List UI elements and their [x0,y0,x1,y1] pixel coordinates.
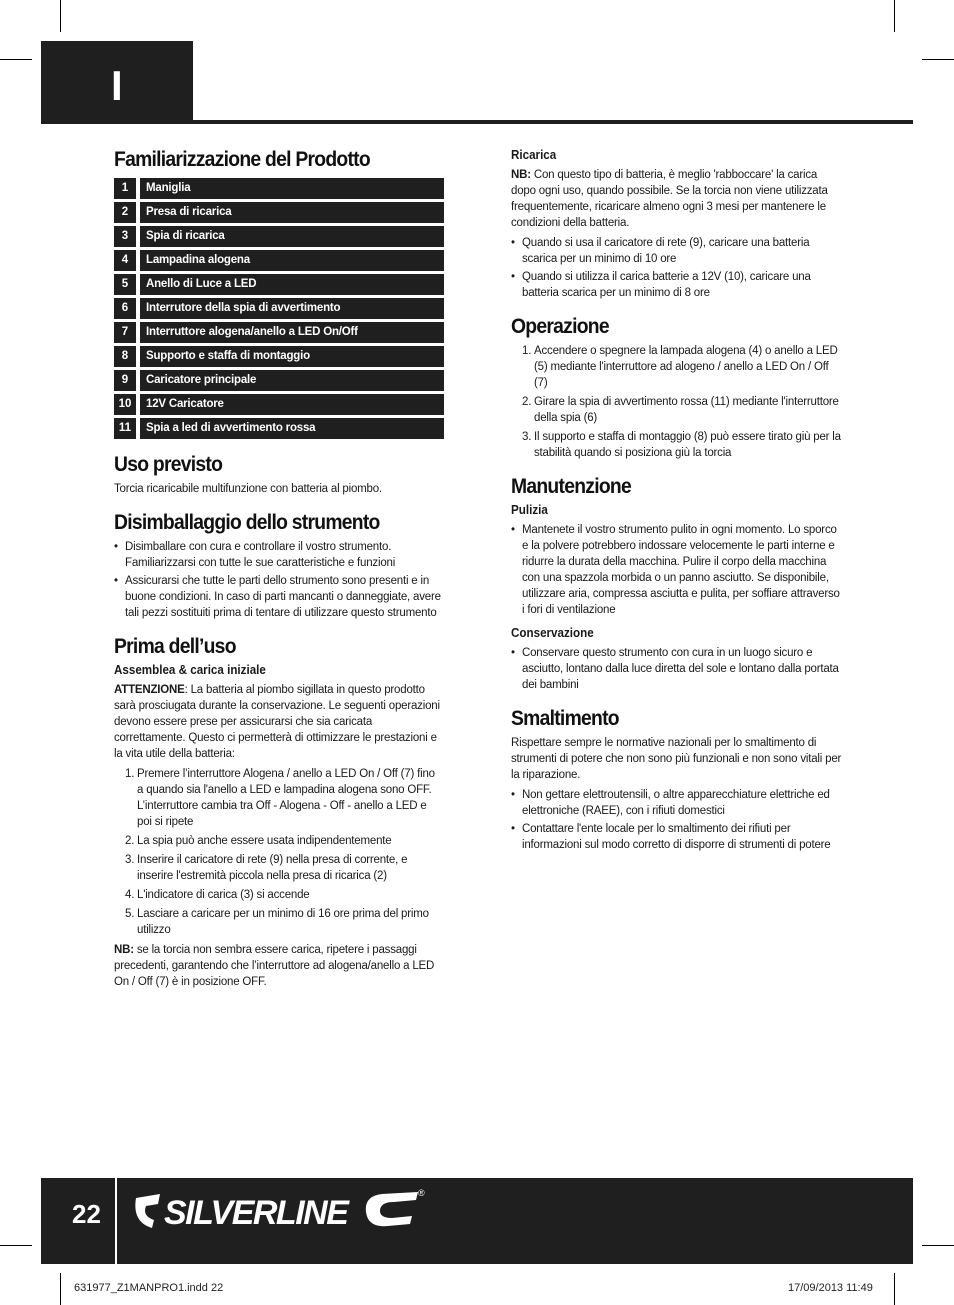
disposal-text: Rispettare sempre le normative nazionali per lo smaltimento di strumenti di potere che non sono più funzionali e non sono vitali per la riparazione. [511,737,842,781]
charging-list [511,235,843,301]
list-item [114,766,444,830]
charging-section [511,148,843,301]
part-number: 10 [114,394,136,415]
part-number: 1 [114,178,136,199]
step-text: Accendere o spegnere la lampada alogena (4) o anello a LED (5) mediante l'interruttore ad alogeno / anello a LED On / Off (7) [534,345,838,389]
step-number: 2. [125,835,135,847]
part-number: 11 [114,418,136,439]
right-column [511,148,843,867]
warning-text: : La batteria al piombo sigillata in questo prodotto sarà prosciugata durante la conservazione. Le seguenti operazioni devono essere prese per assicurarsi che sia caricata correttamente. Questo ci permetterà di ottimizzare le prestazioni e la vita utile della batteria: [114,684,440,760]
operation-title: Operazione [511,315,609,338]
part-label: Maniglia [140,178,444,199]
footer-divider [115,1178,117,1264]
maintenance-title: Manutenzione [511,475,631,498]
step-number: 5. [125,908,135,920]
unpacking-list [114,539,444,621]
language-tab [41,41,193,123]
language-code: I [111,62,123,109]
part-row [114,418,444,439]
intended-use-text: Torcia ricaricabile multifunzione con batteria al piombo. [114,483,382,495]
note-text: se la torcia non sembra essere carica, ripetere i passaggi precedenti, garantendo che l’interruttore ad alogena/anello a LED On / Off (7) è in posizione OFF. [114,944,435,988]
maintenance-section [511,475,843,693]
charging-subtitle: Ricarica [511,148,557,162]
step-number: 3. [125,854,135,866]
part-number: 6 [114,298,136,319]
part-row [114,202,444,223]
part-number: 7 [114,322,136,343]
part-number: 3 [114,226,136,247]
list-item [511,394,843,426]
crop-mark [60,0,61,32]
part-label: Lampadina alogena [140,250,444,271]
unpacking-title: Disimballaggio dello strumento [114,511,380,534]
part-row [114,178,444,199]
slug-date: 17/09/2013 11:49 [788,1282,873,1294]
disposal-list [511,787,843,853]
header-rule [41,120,913,124]
crop-mark [0,59,32,60]
charging-note [511,167,843,231]
step-text: Lasciare a caricare per un minimo di 16 ore prima del primo utilizzo [137,908,429,936]
crop-mark [922,59,954,60]
part-number: 2 [114,202,136,223]
crop-mark [0,1245,32,1246]
note-label: NB: [114,944,134,956]
step-text: La spia può anche essere usata indipendentemente [137,835,392,847]
part-label: Interruttore alogena/anello a LED On/Off [140,322,444,343]
part-row [114,298,444,319]
storage-subtitle: Conservazione [511,626,594,640]
part-label: Interrutore della spia di avvertimento [140,298,444,319]
list-item: • Disimballare con cura e controllare il vostro strumento. Familiarizzarsi con tutte le sue caratteristiche e funzioni [114,539,444,571]
disposal-section [511,707,843,853]
slug-filename: 631977_Z1MANPRO1.indd 22 [74,1282,224,1294]
note-label: NB: [511,169,531,181]
step-number: 3. [522,431,532,443]
part-number: 8 [114,346,136,367]
step-text: L'indicatore di carica (3) si accende [137,889,310,901]
brand-wordmark: SILVERLINE [164,1194,348,1232]
left-column [114,148,444,1004]
list-item: • Conservare questo strumento con cura in un luogo sicuro e asciutto, lontano dalla luce diretta del sole e lontano dalla portata dei bambini [511,645,843,693]
page-number: 22 [72,1199,101,1229]
part-number: 4 [114,250,136,271]
list-item [511,343,843,391]
part-row [114,274,444,295]
crop-mark [922,1245,954,1246]
before-use-section [114,635,444,990]
before-use-subtitle: Assemblea & carica iniziale [114,663,266,677]
note-text: Con questo tipo di batteria, è meglio 'rabboccare' la carica dopo ogni uso, quando possibile. Se la torcia non viene utilizzata frequentemente, ricaricare almeno ogni 3 mesi per mantenere le condizioni della batteria. [511,169,828,229]
crop-mark [894,1273,895,1305]
intended-use-section [114,453,444,497]
list-item: • Quando si usa il caricatore di rete (9), caricare una batteria scarica per un minimo di 10 ore [511,235,843,267]
part-row [114,370,444,391]
list-item [114,852,444,884]
list-item [114,887,444,903]
disposal-title: Smaltimento [511,707,619,730]
list-item: • Assicurarsi che tutte le parti dello strumento sono presenti e in buone condizioni. In caso di parti mancanti o danneggiate, avere tali pezzi sostituiti prima di tentare di utilizzare questo strumento [114,573,444,621]
parts-list [114,178,444,439]
operation-steps [511,343,843,461]
part-row [114,226,444,247]
part-label: Anello di Luce a LED [140,274,444,295]
step-number: 1. [125,768,135,780]
part-label: Supporto e staffa di montaggio [140,346,444,367]
familiarization-section [114,148,444,439]
step-text: Girare la spia di avvertimento rossa (11) mediante l'interruttore della spia (6) [534,396,839,424]
part-label: 12V Caricatore [140,394,444,415]
list-item [114,833,444,849]
cleaning-subtitle: Pulizia [511,503,548,517]
part-row [114,250,444,271]
unpacking-section [114,511,444,621]
list-item [114,906,444,938]
charging-steps [114,766,444,938]
part-row [114,322,444,343]
registered-mark: ® [418,1188,425,1198]
part-number: 9 [114,370,136,391]
step-text: Inserire il caricatore di rete (9) nella presa di corrente, e inserire l'estremità piccola nella presa di ricarica (2) [137,854,408,882]
part-number: 5 [114,274,136,295]
familiarization-title: Familiarizzazione del Prodotto [114,148,370,171]
list-item: • Mantenete il vostro strumento pulito in ogni momento. Lo sporco e la polvere potrebbero indossare velocemente le parti interne e ridurre la durata della macchina. Pulire il corpo della macchina con una spazzola morbida o un panno asciutto. Se disponibile, utilizzare aria, compressa asciutta e pulita, per soffiare attraverso i fori di ventilazione [511,522,843,618]
storage-list [511,645,843,693]
step-number: 4. [125,889,135,901]
list-item [511,429,843,461]
list-item: • Non gettare elettroutensili, o altre apparecchiature elettriche ed elettroniche (RAEE), con i rifiuti domestici [511,787,843,819]
silverline-logo [132,1184,432,1238]
cleaning-list [511,522,843,618]
step-text: Il supporto e staffa di montaggio (8) può essere tirato giù per la stabilità quando si posiziona giù la torcia [534,431,841,459]
crop-mark [60,1273,61,1305]
note-paragraph [114,942,444,990]
part-row [114,394,444,415]
step-number: 1. [522,345,532,357]
part-label: Spia a led di avvertimento rossa [140,418,444,439]
crop-mark [894,0,895,32]
warning-paragraph [114,682,444,762]
intended-use-title: Uso previsto [114,453,223,476]
step-number: 2. [522,396,532,408]
part-row [114,346,444,367]
part-label: Spia di ricarica [140,226,444,247]
before-use-title: Prima dell’uso [114,635,236,658]
operation-section [511,315,843,461]
step-text: Premere l’interruttore Alogena / anello a LED On / Off (7) fino a quando sia l'anello a LED e lampadina alogena sono OFF. L’interruttore cambia tra Off - Alogena - Off - anello a LED e poi si ripete [137,768,435,828]
list-item: • Contattare l'ente locale per lo smaltimento dei rifiuti per informazioni sul modo corretto di disporre di strumenti di potere [511,821,843,853]
warning-label: ATTENZIONE [114,684,185,696]
part-label: Presa di ricarica [140,202,444,223]
list-item: • Quando si utilizza il carica batterie a 12V (10), caricare una batteria scarica per un minimo di 8 ore [511,269,843,301]
part-label: Caricatore principale [140,370,444,391]
